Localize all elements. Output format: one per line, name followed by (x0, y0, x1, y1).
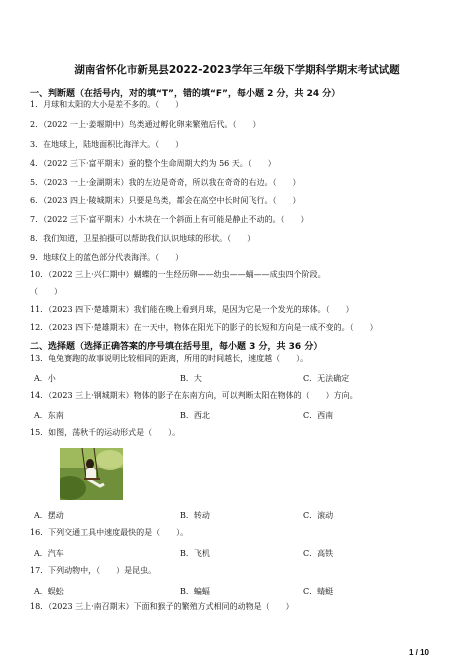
question-10: 10．（2022 三上·兴仁期中）蝴蝶的一生经历卵——幼虫——蛹——成虫四个阶段。 (30, 270, 326, 279)
question-6: 6．（2023 四上·陵城期末）只要是鸟类，都会在高空中长时间飞行。（ ） (30, 196, 301, 205)
question-7: 7．（2022 三下·富平期末）小木块在一个斜面上有可能是静止不动的。（ ） (30, 215, 309, 224)
page-title: 湖南省怀化市新晃县2022-2023学年三年级下学期科学期末考试试题 (74, 64, 400, 76)
question-12: 12．（2023 四下·楚雄期末）在一天中，物体在阳光下的影子的长短和方向是一成不变的。（ ） (30, 323, 378, 332)
option-a: A．汽车 (34, 549, 64, 558)
section-heading-choice: 二、选择题（选择正确答案的序号填在括号里，每小题 3 分，共 36 分） (30, 342, 323, 352)
question-10-bracket: （ ） (30, 287, 62, 296)
question-9: 9．地球仪上的蓝色部分代表海洋。（ ） (30, 253, 184, 262)
question-16: 16．下列交通工具中速度最快的是（ ）。 (30, 528, 189, 537)
option-b: B．西北 (180, 411, 210, 420)
section-heading-judgement: 一、判断题（在括号内，对的填“T”，错的填“F”，每小题 2 分，共 24 分） (30, 89, 341, 99)
question-4: 4．（2022 三下·富平期末）蚕的整个生命周期大约为 56 天。（ ） (30, 159, 276, 168)
swing-girl-image (60, 448, 123, 500)
question-13: 13．龟兔赛跑的故事说明比较相同的距离，所用的时间越长，速度越（ ）。 (30, 354, 309, 363)
question-18: 18．（2023 三上·南召期末）下面和猴子的繁殖方式相同的动物是（ ） (30, 602, 294, 611)
question-15: 15．如图，荡秋千的运动形式是（ ）。 (30, 428, 181, 437)
option-b: B．大 (180, 374, 202, 383)
question-3: 3．在地球上，陆地面积比海洋大。（ ） (30, 140, 184, 149)
swing-photo (60, 448, 123, 500)
question-14: 14．（2023 三上·钢城期末）物体的影子在东南方向，可以判断太阳在物体的（ ）方向。 (30, 391, 358, 400)
page-number: 1 / 10 (408, 648, 429, 657)
question-5: 5．（2023 一上·金湖期末）我的左边是奇奇，所以我在奇奇的右边。（ ） (30, 178, 301, 187)
question-2: 2．（2022 一上·姜堰期中）鸟类通过孵化卵来繁殖后代。（ ） (30, 120, 261, 129)
option-a: A．东南 (34, 411, 64, 420)
option-c: C．西南 (303, 411, 334, 420)
question-11: 11．（2023 四下·楚雄期末）我们能在晚上看到月球，是因为它是一个发光的球体。（ ） (30, 305, 354, 314)
option-a: A．蜈蚣 (34, 587, 64, 596)
option-a: A．摆动 (34, 511, 64, 520)
option-c: C．无法确定 (303, 374, 350, 383)
option-b: B．飞机 (180, 549, 210, 558)
question-17: 17．下列动物中，（ ）是昆虫。 (30, 566, 157, 575)
option-c: C．高铁 (303, 549, 334, 558)
option-b: B．转动 (180, 511, 210, 520)
question-1: 1．月球和太阳的大小是差不多的。（ ） (30, 100, 184, 109)
option-a: A．小 (34, 374, 56, 383)
option-c: C．蜻蜓 (303, 587, 334, 596)
option-b: B．蝙蝠 (180, 587, 210, 596)
option-c: C．滚动 (303, 511, 334, 520)
question-8: 8．我们知道，卫星拍摄可以帮助我们认识地球的形状。（ ） (30, 234, 256, 243)
